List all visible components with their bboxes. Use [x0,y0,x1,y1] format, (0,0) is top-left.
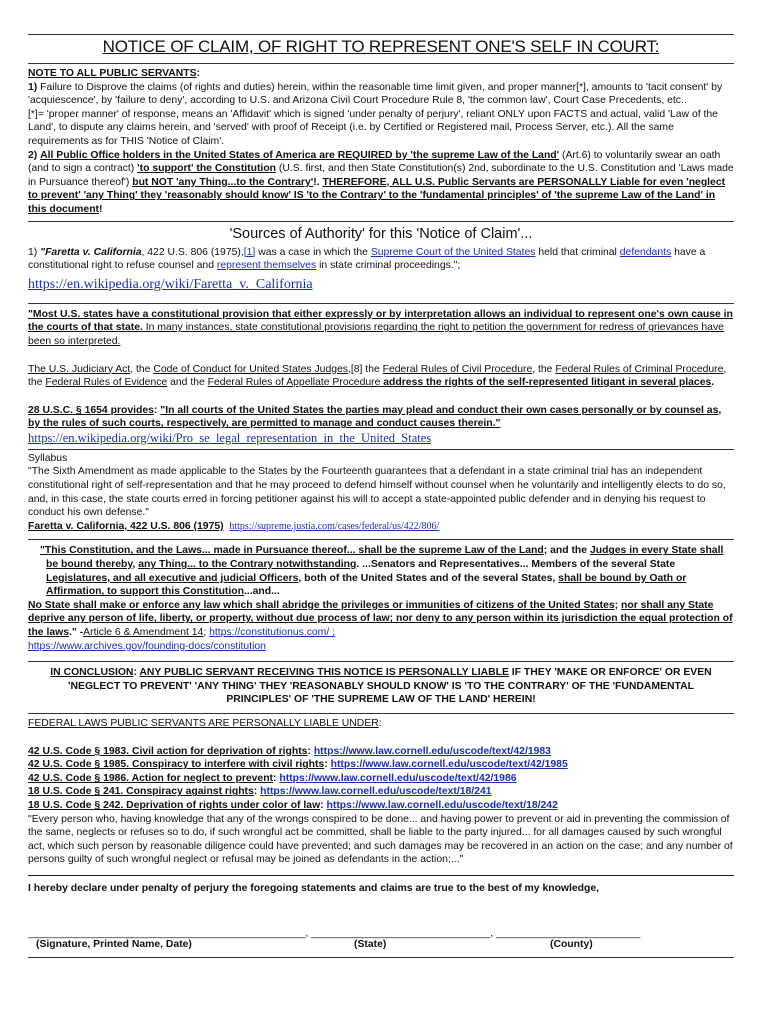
code-link[interactable]: https://www.law.cornell.edu/uscode/text/42/1983 [313,745,551,757]
usc1654-cite: 28 U.S.C. § 1654 provides [28,404,154,416]
note-p2-g: THEREFORE, ALL U.S. Public Servants are PERSONALLY Liable for even 'neglect to prevent' 'any Thing' they 'reasonably should know' IS 'to the Contrary' to the 'fundamental principles' of 'the supreme Law of the Land' in this document [28,176,726,215]
const-e: any Thing... to the Contrary notwithstanding [138,559,357,571]
const-h: , both of the United States and of the several States, [298,572,559,584]
archives-line [28,640,734,654]
sources-rule [28,221,734,222]
most-states-q2: In many instances, state constitutional provisions regarding the right to petition the government for redress of grievances have been so interpreted. [28,322,724,347]
const-c: Judges in every State shall be bound thereby [46,545,724,571]
faretta-wiki-link[interactable]: https://en.wikipedia.org/wiki/Faretta_v._California [28,276,313,292]
syllabus-text: "The Sixth Amendment as made applicable to the States by the Fourteenth guarantees that a defendant in a state criminal trial has an independent constitutional right of self-representation and that he may proceed to defend himself without counsel when he voluntarily and intelligently elects to do so, and, in this case, the state courts erred in forcing petitioner against his will to accept a state-appointed public defender and in denying his request to conduct his own defense." [28,466,726,519]
judiciary-paragraph [28,363,734,390]
usc1654-colon: : [153,404,161,416]
declaration-text: I hereby declare under penalty of perjury the foregoing statements and claims are true to the best of my knowledge, [28,882,600,894]
conclusion-label: IN CONCLUSION [50,667,134,679]
syllabus-cite-line [28,520,734,534]
title-rule [28,63,734,64]
note-p2-f: !. [313,176,323,188]
syllabus-label: Syllabus [28,452,68,464]
signature-line[interactable]: ________________________________________________, [28,927,312,939]
note-p2-b: (Art.6) to voluntarily swear an oath (and to sign a contract) [28,149,721,175]
frap-link[interactable]: Federal Rules of Appellate Procedure [207,377,381,389]
page-title: NOTICE OF CLAIM, OF RIGHT TO REPRESENT ONE'S SELF IN COURT: [102,37,660,56]
most-states-rule [28,303,734,304]
frcp-link[interactable]: Federal Rules of Civil Procedure [382,363,533,375]
note-p2-a: All Public Office holders in the United States of America are REQUIRED by 'the supreme Law of the Land' [40,149,560,161]
code-item-1983: 42 U.S. Code § 1983. Civil action for deprivation of rights: https://www.law.cornell.edu/uscode/text/42/1983 [28,745,551,757]
code-label: 42 U.S. Code § 1983. Civil action for deprivation of rights [28,745,308,757]
code-label: 18 U.S. Code § 241. Conspiracy against rights [28,786,254,798]
const-i: shall be bound by Oath or Affirmation, to support this Constitution [46,572,687,598]
usc1654-paragraph [28,404,734,431]
note-p1-num: 1) [28,81,38,93]
const-n: ; nor deny to any person within its jurisdiction the equal protection of the laws [28,613,733,638]
note-p2-e: but NOT 'any Thing...to the Contrary' [132,176,314,188]
constitutionus-link[interactable]: https://constitutionus.com/ [209,627,330,638]
amendment-paragraph [28,599,734,640]
county-label: (County) [550,938,593,950]
code-link[interactable]: https://www.law.cornell.edu/uscode/text/42/1985 [330,759,568,771]
code-link[interactable]: https://www.law.cornell.edu/uscode/text/18/242 [326,799,558,811]
pro-se-wiki-link[interactable]: https://en.wikipedia.org/wiki/Pro_se_legal_representation_in_the_United_States [28,430,432,445]
signature-label: (Signature, Printed Name, Date) [36,938,192,950]
faretta-case: "Faretta v. California [40,246,142,258]
const-m: nor shall any State deprive any person of life, liberty, or property, without due process of law [28,599,714,625]
const-g: Legislatures, and all executive and judicial Officers [46,572,299,584]
const-j: ...and... [243,586,280,598]
code-of-conduct-link[interactable]: Code of Conduct for United States Judges [153,363,348,375]
defendants-link[interactable]: defendants [619,246,672,258]
notice-page [28,0,734,958]
code-link[interactable]: https://www.law.cornell.edu/uscode/text/42/1986 [279,772,517,784]
judiciary-m: . [711,377,715,389]
note-p2-h: ! [99,203,103,215]
syllabus-rule [28,449,734,450]
federal-heading: FEDERAL LAWS PUBLIC SERVANTS ARE PERSONALLY LIABLE UNDER [28,717,379,729]
scotus-link[interactable]: Supreme Court of the United States [370,246,536,258]
federal-colon: : [378,717,382,729]
code-label: 42 U.S. Code § 1985. Conspiracy to interfere with civil rights [28,759,325,771]
code-link[interactable]: https://www.law.cornell.edu/uscode/text/18/241 [260,786,492,798]
federal-quote: "Every person who, having knowledge that any of the wrongs conspired to be done... and having power to prevent or aid in preventing the commission of the same, neglects or refuses so to do, if such wrongful act be committed, shall be liable to the party injured... for all damages caused by such wrongful act, which such person by reasonable diligence could have prevented; and such damages may be recovered in an action on the case; and any number of persons guilty of such wrongful neglect or refusal may be joined as defendants in the action;..." [28,813,733,866]
conclusion-paragraph [28,666,734,707]
most-states-paragraph [28,308,734,349]
judiciary-d: ,[8] the [347,363,383,375]
justia-link[interactable]: https://supreme.justia.com/cases/federal/us/422/806/ [229,520,440,532]
judiciary-j: and the [167,377,208,389]
conclusion-a: : [133,667,140,679]
conclusion-rule [28,661,734,662]
const-f: . ...Senators and Representatives... Members of the several State [356,559,676,571]
faretta-cite: , 422 U.S. 806 (1975), [141,246,244,258]
note-p2-c: 'to support' the Constitution [137,163,277,175]
faretta-t2: held that criminal [535,246,620,258]
note-paragraph-1b: [*]= 'proper manner' of response, means an 'Affidavit' which is signed 'under penalty of perjury', reliant ONLY upon FACTS and actual, valid 'Law of the Land', to dispute any claims herein, and 'served' with proof of Receipt (i.e. by Certified or Registered mail, Process Server, etc.). All the same requirements as for THIS 'Notice of Claim'. [28,108,718,147]
judiciary-b: , the [130,363,154,375]
note-p2-d: (U.S. first, and then State Constitution(s) 2nd, subordinate to the U.S. Constitution and 'Laws made in Pursuance thereof') [28,163,734,188]
code-item-1985: 42 U.S. Code § 1985. Conspiracy to interfere with civil rights: https://www.law.cornell.edu/uscode/text/42/1985 [28,759,568,771]
most-states-q1: "Most U.S. states have a constitutional provision that either expressly or by interpretation allows an individual to represent one's own cause in the courts of that state. [28,308,733,334]
constitution-paragraph [28,544,734,598]
usc1654-quote: "In all courts of the United States the parties may plead and conduct their own cases personally or by counsel as, by the rules of such courts, respectively, are permitted to manage and conduct causes therein." [28,404,722,430]
const-o: ." - [69,627,84,638]
top-rule [28,34,734,35]
const-a: "This Constitution, and the Laws... made in Pursuance thereof... shall be the supreme Law of the Land [40,545,544,557]
fre-link[interactable]: Federal Rules of Evidence [45,377,168,389]
const-l: ; [614,599,621,611]
const-k: No State shall make or enforce any law which shall abridge the privileges or immunities of citizens of the United States [28,599,615,611]
county-line[interactable]: _________________________ [496,927,641,939]
bottom-rule [28,957,734,958]
faretta-t3: have a constitutional right to refuse counsel and [28,246,706,272]
conclusion-c: IF THEY 'MAKE OR ENFORCE' OR EVEN 'NEGLECT TO PREVENT' 'ANY THING' THEY 'REASONABLY SHOULD KNOW' IS 'TO THE CONTRARY' OF THE 'FUNDAMENTAL PRINCIPLES' OF 'THE SUPREME LAW OF THE LAND' HEREIN! [68,667,712,706]
faretta-t4: in state criminal proceedings."; [316,260,461,272]
constitution-rule [28,539,734,540]
state-line[interactable]: _______________________________, [311,927,497,939]
note-paragraph-2 [28,149,734,217]
code-item-1986: 42 U.S. Code § 1986. Action for neglect to prevent: https://www.law.cornell.edu/uscode/text/42/1986 [28,772,517,784]
judiciary-l: address the rights of the self-represented litigant in several places [380,377,712,389]
const-d: , [132,559,139,571]
faretta-paragraph [28,246,734,273]
declaration-rule [28,875,734,876]
const-b: ; and the [543,545,590,557]
code-item-241: 18 U.S. Code § 241. Conspiracy against rights: https://www.law.cornell.edu/uscode/text/18/241 [28,786,492,798]
note-heading: NOTE TO ALL PUBLIC SERVANTS [28,68,197,79]
article6-link[interactable]: Article 6 & Amendment 14 [83,627,204,638]
const-s: ; [329,627,336,638]
note-heading-line [28,67,734,81]
faretta-t1: was a case in which the [255,246,371,258]
code-list [28,745,734,813]
note-paragraph-1 [28,81,734,108]
note-colon: : [196,68,201,79]
frcrp-link[interactable]: Federal Rules of Criminal Procedure [555,363,724,375]
const-q: ; [203,627,210,638]
judiciary-act-link[interactable]: The U.S. Judiciary Act [28,363,131,375]
state-label: (State) [354,938,387,950]
faretta-ref-link[interactable]: [1] [243,246,256,258]
note-p2-num: 2) [28,149,38,161]
signature-lines [28,928,734,939]
conclusion-b: ANY PUBLIC SERVANT RECEIVING THIS NOTICE IS PERSONALLY LIABLE [139,667,509,679]
code-item-242: 18 U.S. Code § 242. Deprivation of rights under color of law: https://www.law.cornell.edu/uscode/text/18/242 [28,799,558,811]
federal-rule [28,713,734,714]
represent-themselves-link[interactable]: represent themselves [216,260,317,272]
judiciary-f: , the [532,363,556,375]
judiciary-h: , the [28,363,727,389]
note-p1-text: Failure to Disprove the claims (of rights and duties) herein, within the reasonable time limit given, and proper manner[*], amounts to 'tacit consent' by 'acquiescence', by 'failure to deny', according to U.S. and Arizona Civil Court Procedure Rule 8, 'the common law', Court Case Precedents, etc.. [28,81,723,107]
sources-heading: 'Sources of Authority' for this 'Notice of Claim'... [229,225,533,242]
code-label: 18 U.S. Code § 242. Deprivation of rights under color of law [28,799,321,811]
code-label: 42 U.S. Code § 1986. Action for neglect to prevent [28,772,274,784]
signature-labels [28,939,734,953]
syllabus-case: Faretta v. California, 422 U.S. 806 (1975) [28,520,224,532]
archives-link[interactable]: https://www.archives.gov/founding-docs/constitution [28,640,266,652]
faretta-num: 1) [28,246,41,258]
federal-heading-line [28,717,734,731]
